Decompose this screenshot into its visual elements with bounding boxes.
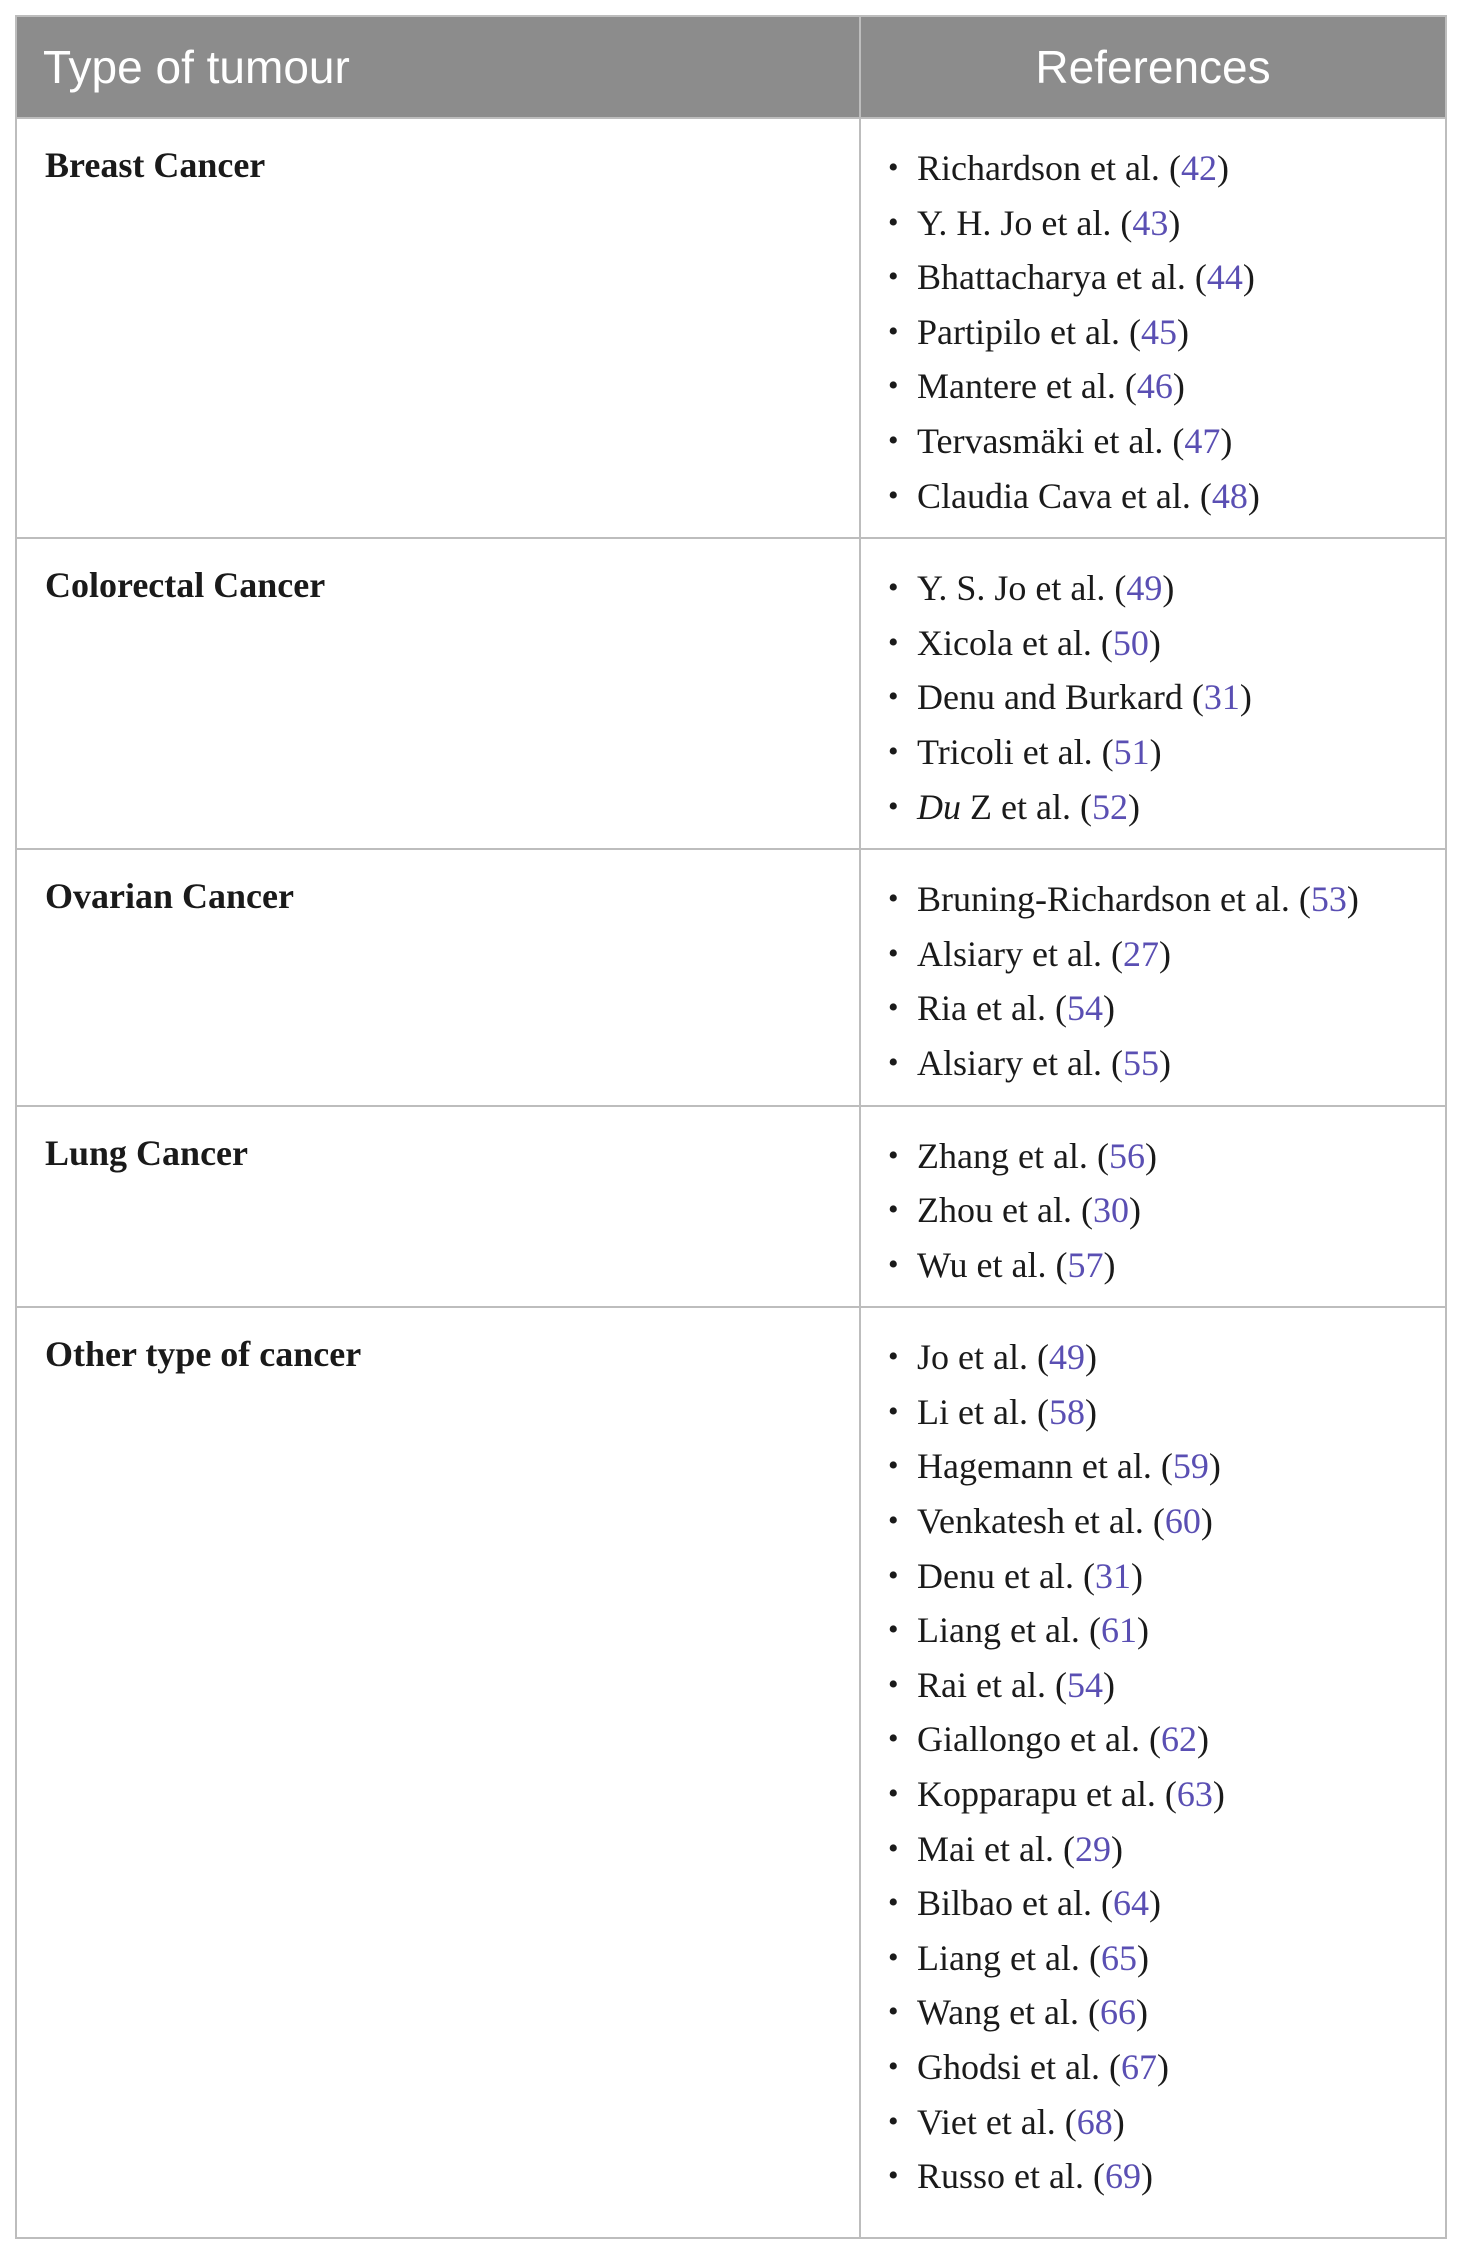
reference-number-link[interactable]: 30 — [1092, 1190, 1129, 1231]
list-item: • Mantere et al. (46) — [861, 359, 1445, 414]
reference-number-link[interactable]: 42 — [1180, 148, 1217, 188]
bullet-icon: • — [888, 680, 899, 714]
tumour-type-label: Other type of cancer — [45, 1334, 362, 1375]
table-row — [16, 1307, 1446, 2238]
reference-author: Bruning-Richardson et al. — [917, 879, 1290, 920]
reference-author: Y. H. Jo et al. — [917, 202, 1112, 243]
reference-number-link[interactable]: 48 — [1211, 475, 1248, 516]
reference-number-link[interactable]: 54 — [1066, 1664, 1103, 1705]
reference-author-italic: Du — [917, 786, 961, 827]
reference-number-link[interactable]: 59 — [1172, 1446, 1209, 1487]
reference-number-link[interactable]: 31 — [1094, 1555, 1131, 1596]
bullet-icon: • — [888, 882, 899, 916]
tumour-type-label: Colorectal Cancer — [45, 565, 326, 606]
reference-author: Claudia Cava et al. — [917, 475, 1191, 516]
reference-author: Giallongo et al. — [917, 1719, 1140, 1760]
tumour-references-table — [15, 15, 1447, 2239]
bullet-icon: • — [888, 478, 899, 512]
bullet-icon: • — [888, 1940, 899, 1974]
list-item: • Hagemann et al. (59) — [861, 1439, 1445, 1494]
reference-list — [861, 850, 1445, 1104]
list-item: • Y. S. Jo et al. (49) — [861, 561, 1445, 616]
reference-author: Liang et al. — [917, 1937, 1080, 1978]
reference-number-link[interactable]: 62 — [1160, 1719, 1197, 1760]
reference-list — [861, 539, 1445, 848]
bullet-icon: • — [888, 1449, 899, 1483]
bullet-icon: • — [888, 991, 899, 1025]
table-header-row — [16, 16, 1446, 118]
list-item: • Russo et al. (69) — [861, 2149, 1445, 2204]
list-item: • Wang et al. (66) — [861, 1985, 1445, 2040]
bullet-icon: • — [888, 1138, 899, 1172]
bullet-icon: • — [888, 1045, 899, 1079]
bullet-icon: • — [888, 2050, 899, 2083]
bullet-icon: • — [888, 1995, 899, 2029]
reference-number-link[interactable]: 49 — [1126, 568, 1163, 609]
reference-author: Venkatesh et al. — [917, 1501, 1144, 1542]
tumour-type-cell — [16, 118, 860, 538]
references-cell — [860, 118, 1446, 538]
list-item: • Liang et al. (61) — [861, 1603, 1445, 1658]
header-type-of-tumour: Type of tumour — [16, 16, 860, 118]
list-item: • Kopparapu et al. (63) — [861, 1767, 1445, 1822]
reference-number-link[interactable]: 49 — [1048, 1337, 1085, 1378]
bullet-icon: • — [888, 2159, 899, 2193]
list-item: • Bilbao et al. (64) — [861, 1876, 1445, 1931]
list-item: • Bhattacharya et al. (44) — [861, 250, 1445, 305]
list-item: • Tervasmäki et al. (47) — [861, 414, 1445, 469]
reference-author: Ghodsi et al. — [917, 2047, 1100, 2087]
reference-author: Hagemann et al. — [917, 1446, 1152, 1487]
list-item: • Venkatesh et al. (60) — [861, 1494, 1445, 1549]
reference-number-link[interactable]: 56 — [1108, 1135, 1145, 1176]
table-row — [16, 118, 1446, 538]
reference-number-link[interactable]: 47 — [1184, 420, 1221, 461]
list-item: • Ria et al. (54) — [861, 981, 1445, 1036]
list-item: • Claudia Cava et al. (48) — [861, 469, 1445, 524]
reference-number-link[interactable]: 67 — [1120, 2047, 1157, 2087]
reference-number-link[interactable]: 50 — [1112, 622, 1149, 663]
bullet-icon: • — [888, 1613, 899, 1647]
tumour-type-label: Lung Cancer — [45, 1132, 249, 1173]
bullet-icon: • — [888, 1831, 899, 1865]
list-item: • Du Z et al. (52) — [861, 780, 1445, 835]
list-item: • Bruning-Richardson et al. (53) — [861, 872, 1445, 927]
reference-number-link[interactable]: 53 — [1310, 879, 1347, 920]
reference-number-link[interactable]: 43 — [1132, 202, 1169, 243]
reference-author: Alsiary et al. — [917, 1042, 1102, 1083]
tumour-type-label: Ovarian Cancer — [45, 876, 294, 917]
reference-author: Jo et al. — [917, 1337, 1028, 1378]
reference-number-link[interactable]: 31 — [1203, 677, 1240, 718]
list-item: • Richardson et al. (42) — [861, 141, 1445, 196]
reference-author: Xicola et al. — [917, 622, 1092, 663]
bullet-icon: • — [888, 1247, 899, 1281]
list-item: • Li et al. (58) — [861, 1385, 1445, 1440]
reference-list — [861, 1308, 1445, 2218]
list-item: • Denu and Burkard (31) — [861, 670, 1445, 725]
reference-number-link[interactable]: 66 — [1100, 1992, 1137, 2033]
reference-number-link[interactable]: 60 — [1164, 1501, 1201, 1542]
list-item: • Zhou et al. (30) — [861, 1183, 1445, 1238]
reference-number-link[interactable]: 46 — [1136, 366, 1173, 407]
bullet-icon: • — [888, 789, 899, 823]
tumour-type-cell — [16, 849, 860, 1105]
bullet-icon: • — [888, 936, 899, 970]
reference-number-link[interactable]: 55 — [1122, 1042, 1159, 1083]
reference-author: Zhou et al. — [917, 1190, 1072, 1231]
reference-number-link[interactable]: 29 — [1074, 1828, 1111, 1869]
reference-number-link[interactable]: 68 — [1076, 2101, 1113, 2142]
reference-number-link[interactable]: 61 — [1100, 1610, 1137, 1651]
bullet-icon: • — [888, 205, 899, 239]
bullet-icon: • — [888, 1777, 899, 1811]
list-item: • Viet et al. (68) — [861, 2095, 1445, 2150]
table-row — [16, 849, 1446, 1105]
reference-list — [861, 1107, 1445, 1307]
bullet-icon: • — [888, 260, 899, 294]
list-item: • Xicola et al. (50) — [861, 616, 1445, 671]
bullet-icon: • — [888, 314, 899, 348]
reference-author: Denu et al. — [917, 1555, 1074, 1596]
list-item: • Denu et al. (31) — [861, 1549, 1445, 1604]
list-item: • Partipilo et al. (45) — [861, 305, 1445, 360]
reference-author: Partipilo et al. — [917, 311, 1120, 352]
reference-author: Wang et al. — [917, 1992, 1080, 2033]
bullet-icon: • — [888, 1558, 899, 1592]
reference-author: Ria et al. — [917, 988, 1046, 1029]
list-item: • Jo et al. (49) — [861, 1330, 1445, 1385]
reference-author: Y. S. Jo et al. — [917, 568, 1106, 609]
tumour-type-cell — [16, 538, 860, 849]
reference-author: Zhang et al. — [917, 1135, 1088, 1176]
reference-author: Viet et al. — [917, 2101, 1056, 2142]
reference-author: Mantere et al. — [917, 366, 1116, 407]
bullet-icon: • — [888, 625, 899, 659]
bullet-icon: • — [888, 151, 899, 184]
reference-number-link[interactable]: 45 — [1140, 311, 1177, 352]
list-item: • Alsiary et al. (55) — [861, 1036, 1445, 1091]
tumour-type-cell — [16, 1307, 860, 2238]
reference-author: Mai et al. — [917, 1828, 1054, 1869]
list-item: • Tricoli et al. (51) — [861, 725, 1445, 780]
bullet-icon: • — [888, 1193, 899, 1227]
references-cell — [860, 1106, 1446, 1308]
list-item: • Giallongo et al. (62) — [861, 1712, 1445, 1767]
tumour-type-label: Breast Cancer — [45, 145, 266, 185]
references-cell — [860, 1307, 1446, 2238]
bullet-icon: • — [888, 1340, 899, 1374]
reference-author: Kopparapu et al. — [917, 1774, 1156, 1815]
bullet-icon: • — [888, 1504, 899, 1538]
reference-author: Li et al. — [917, 1391, 1028, 1432]
reference-number-link[interactable]: 51 — [1113, 731, 1150, 772]
bullet-icon: • — [888, 369, 899, 403]
reference-author: Tricoli et al. — [917, 731, 1093, 772]
reference-author: Bhattacharya et al. — [917, 257, 1186, 298]
list-item: • Wu et al. (57) — [861, 1238, 1445, 1293]
references-cell — [860, 849, 1446, 1105]
reference-number-link[interactable]: 58 — [1048, 1391, 1085, 1432]
reference-author: Rai et al. — [917, 1664, 1046, 1705]
list-item: • Alsiary et al. (27) — [861, 927, 1445, 982]
bullet-icon: • — [888, 734, 899, 768]
references-cell — [860, 538, 1446, 849]
reference-author: Z et al. — [961, 786, 1071, 827]
reference-author: Liang et al. — [917, 1610, 1080, 1651]
reference-number-link[interactable]: 54 — [1066, 988, 1103, 1029]
reference-number-link[interactable]: 57 — [1067, 1244, 1104, 1285]
bullet-icon: • — [888, 1667, 899, 1701]
reference-number-link[interactable]: 64 — [1112, 1883, 1149, 1924]
table-row — [16, 1106, 1446, 1308]
reference-author: Alsiary et al. — [917, 933, 1102, 974]
table-row — [16, 538, 1446, 849]
reference-number-link[interactable]: 69 — [1105, 2156, 1141, 2197]
bullet-icon: • — [888, 1886, 899, 1920]
bullet-icon: • — [888, 571, 899, 605]
reference-number-link[interactable]: 63 — [1176, 1774, 1213, 1815]
reference-author: Tervasmäki et al. — [917, 420, 1164, 461]
reference-author: Denu and Burkard — [917, 677, 1183, 718]
reference-number-link[interactable]: 65 — [1100, 1937, 1137, 1978]
bullet-icon: • — [888, 1394, 899, 1428]
bullet-icon: • — [888, 423, 899, 457]
header-references: References — [860, 16, 1446, 118]
reference-number-link[interactable]: 52 — [1091, 786, 1128, 827]
list-item: • Y. H. Jo et al. (43) — [861, 196, 1445, 251]
list-item: • Liang et al. (65) — [861, 1931, 1445, 1986]
bullet-icon: • — [888, 1722, 899, 1756]
bullet-icon: • — [888, 2104, 899, 2138]
reference-number-link[interactable]: 44 — [1206, 257, 1243, 298]
reference-author: Bilbao et al. — [917, 1883, 1092, 1924]
list-item: • Zhang et al. (56) — [861, 1129, 1445, 1184]
reference-number-link[interactable]: 27 — [1122, 933, 1159, 974]
tumour-type-cell — [16, 1106, 860, 1308]
list-item: • Ghodsi et al. (67) — [861, 2040, 1445, 2095]
reference-author: Russo et al. — [917, 2156, 1084, 2197]
list-item: • Rai et al. (54) — [861, 1658, 1445, 1713]
reference-list — [861, 119, 1445, 537]
reference-author: Richardson et al. — [917, 148, 1160, 188]
reference-author: Wu et al. — [917, 1244, 1047, 1285]
list-item: • Mai et al. (29) — [861, 1822, 1445, 1877]
